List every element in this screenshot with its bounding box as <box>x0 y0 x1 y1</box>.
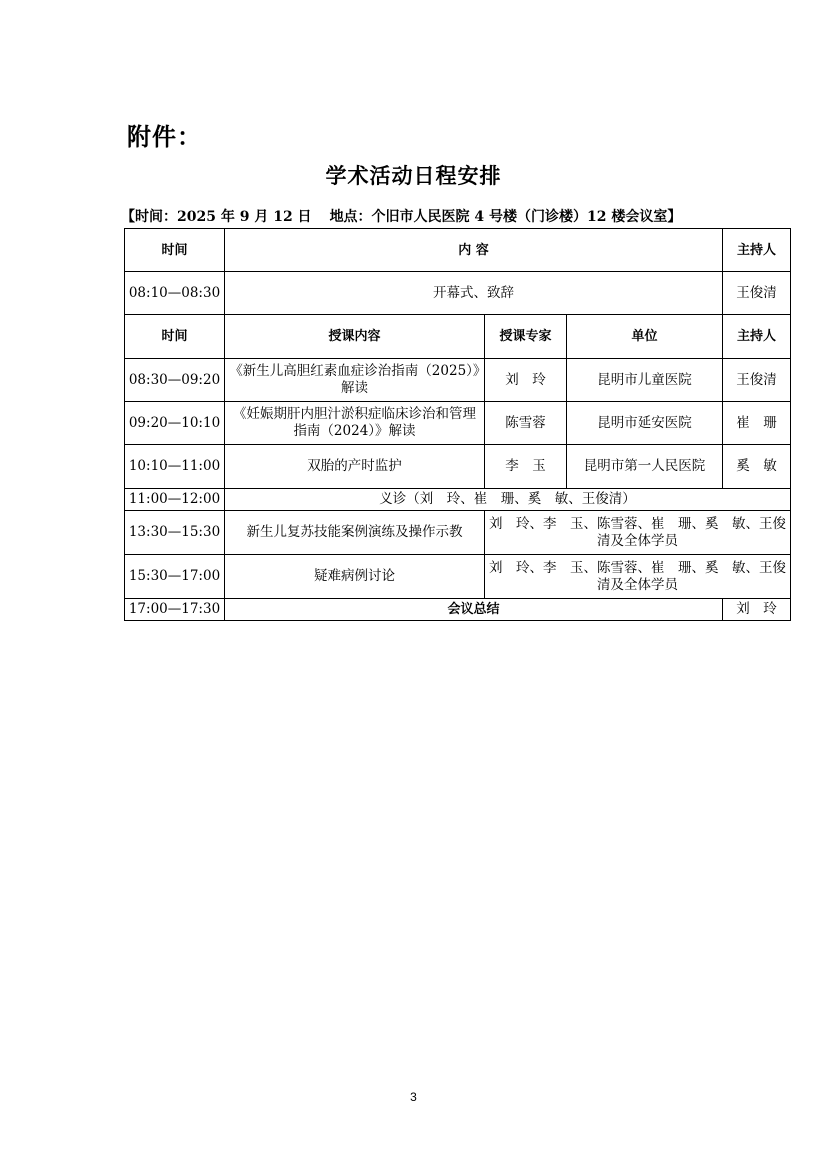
closing-time: 17:00—17:30 <box>125 599 225 621</box>
closing-host: 刘 玲 <box>723 599 791 621</box>
table-row <box>125 555 791 599</box>
opening-row <box>125 272 791 315</box>
header-row-1 <box>125 229 791 272</box>
clinic-time: 11:00—12:00 <box>125 489 225 511</box>
lecture-unit: 昆明市延安医院 <box>567 402 723 445</box>
workshop-time: 13:30—15:30 <box>125 511 225 555</box>
clinic-content: 义诊（刘 玲、崔 珊、奚 敏、王俊清） <box>225 489 791 511</box>
opening-host: 王俊清 <box>723 272 791 315</box>
opening-content: 开幕式、致辞 <box>225 272 723 315</box>
closing-row <box>125 599 791 621</box>
header2-expert: 授课专家 <box>485 315 567 359</box>
lecture-content: 《新生儿高胆红素血症诊治指南（2025）》解读 <box>225 359 485 402</box>
lecture-time: 09:20—10:10 <box>125 402 225 445</box>
opening-time: 08:10—08:30 <box>125 272 225 315</box>
table-row <box>125 402 791 445</box>
lecture-host: 王俊清 <box>723 359 791 402</box>
attachment-label: 附件： <box>127 123 202 151</box>
lecture-host: 奚 敏 <box>723 445 791 489</box>
lecture-content: 《妊娠期肝内胆汁淤积症临床诊治和管理指南（2024）》解读 <box>225 402 485 445</box>
header2-unit: 单位 <box>567 315 723 359</box>
page-number: 3 <box>410 1090 417 1104</box>
header2-time: 时间 <box>125 315 225 359</box>
lecture-unit: 昆明市儿童医院 <box>567 359 723 402</box>
clinic-row <box>125 489 791 511</box>
lecture-host: 崔 珊 <box>723 402 791 445</box>
workshop-content: 新生儿复苏技能案例演练及操作示教 <box>225 511 485 555</box>
header-time: 时间 <box>125 229 225 272</box>
header-host: 主持人 <box>723 229 791 272</box>
event-time: 【时间：2025 年 9 月 12 日 <box>121 209 312 225</box>
workshop-people: 刘 玲、李 玉、陈雪蓉、崔 珊、奚 敏、王俊清及全体学员 <box>485 555 791 599</box>
lecture-expert: 李 玉 <box>485 445 567 489</box>
table-row <box>125 359 791 402</box>
event-info <box>121 206 681 226</box>
lecture-expert: 刘 玲 <box>485 359 567 402</box>
lecture-time: 10:10—11:00 <box>125 445 225 489</box>
lecture-time: 08:30—09:20 <box>125 359 225 402</box>
page-title-text: 学术活动日程安排 <box>325 163 502 188</box>
lecture-content: 双胎的产时监护 <box>225 445 485 489</box>
header2-content: 授课内容 <box>225 315 485 359</box>
workshop-content: 疑难病例讨论 <box>225 555 485 599</box>
schedule-table <box>124 228 791 621</box>
page-title <box>0 160 827 190</box>
event-location: 地点：个旧市人民医院 4 号楼（门诊楼）12 楼会议室】 <box>329 209 682 225</box>
lecture-unit: 昆明市第一人民医院 <box>567 445 723 489</box>
workshop-time: 15:30—17:00 <box>125 555 225 599</box>
header-row-2 <box>125 315 791 359</box>
header-content: 内 容 <box>225 229 723 272</box>
lecture-expert: 陈雪蓉 <box>485 402 567 445</box>
table-row <box>125 511 791 555</box>
table-row <box>125 445 791 489</box>
header2-host: 主持人 <box>723 315 791 359</box>
closing-content: 会议总结 <box>225 599 723 621</box>
workshop-people: 刘 玲、李 玉、陈雪蓉、崔 珊、奚 敏、王俊清及全体学员 <box>485 511 791 555</box>
